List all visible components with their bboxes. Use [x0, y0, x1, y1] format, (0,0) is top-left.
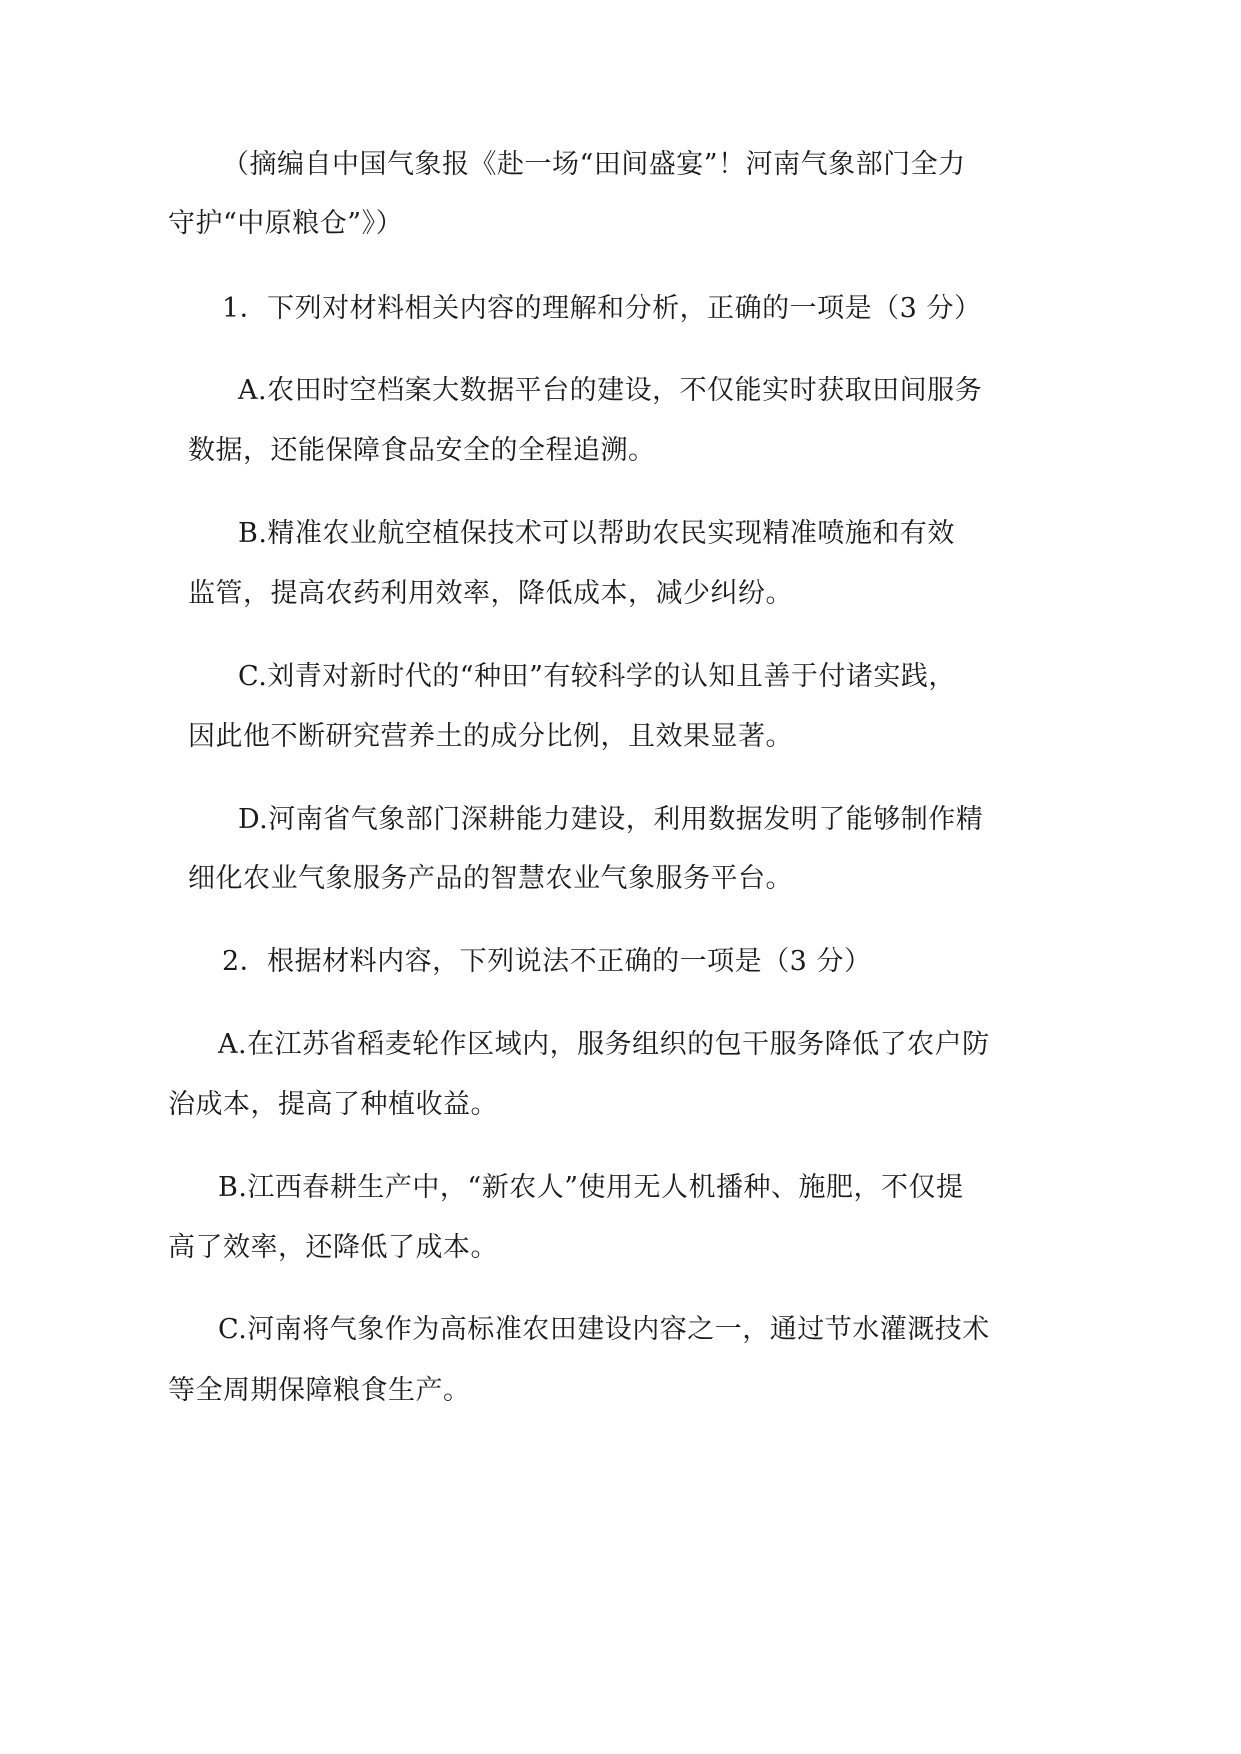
question-1-option-d-line-1: D.河南省气象部门深耕能力建设，利用数据发明了能够制作精: [238, 804, 984, 835]
question-1-option-b-line-1: B.精准农业航空植保技术可以帮助农民实现精准喷施和有效: [238, 518, 955, 549]
question-1-stem: 1．下列对材料相关内容的理解和分析，正确的一项是（3 分）: [222, 293, 982, 324]
question-2-option-a-line-1: A.在江苏省稻麦轮作区域内，服务组织的包干服务降低了农户防: [218, 1029, 990, 1060]
question-2-stem: 2．根据材料内容，下列说法不正确的一项是（3 分）: [222, 946, 872, 977]
question-2-option-c-line-2: 等全周期保障粮食生产。: [168, 1375, 471, 1406]
question-2-option-b-line-2: 高了效率，还降低了成本。: [168, 1232, 498, 1263]
source-citation-line-1: （摘编自中国气象报《赴一场“田间盛宴”！河南气象部门全力: [222, 149, 966, 180]
question-1-option-c-line-2: 因此他不断研究营养土的成分比例，且效果显著。: [188, 721, 793, 752]
source-citation-line-2: 守护“中原粮仓”》）: [168, 208, 404, 239]
question-1-option-b-line-2: 监管，提高农药利用效率，降低成本，减少纠纷。: [188, 578, 793, 609]
question-1-option-a-line-2: 数据，还能保障食品安全的全程追溯。: [188, 435, 656, 466]
question-2-option-a-line-2: 治成本，提高了种植收益。: [168, 1089, 498, 1120]
question-2-option-b-line-1: B.江西春耕生产中，“新农人”使用无人机播种、施肥，不仅提: [218, 1172, 964, 1203]
question-2-option-c-line-1: C.河南将气象作为高标准农田建设内容之一，通过节水灌溉技术: [218, 1314, 990, 1345]
question-1-option-d-line-2: 细化农业气象服务产品的智慧农业气象服务平台。: [188, 863, 793, 894]
question-1-option-c-line-1: C.刘青对新时代的“种田”有较科学的认知且善于付诸实践，: [238, 661, 956, 692]
question-1-option-a-line-1: A.农田时空档案大数据平台的建设，不仅能实时获取田间服务: [238, 375, 983, 406]
